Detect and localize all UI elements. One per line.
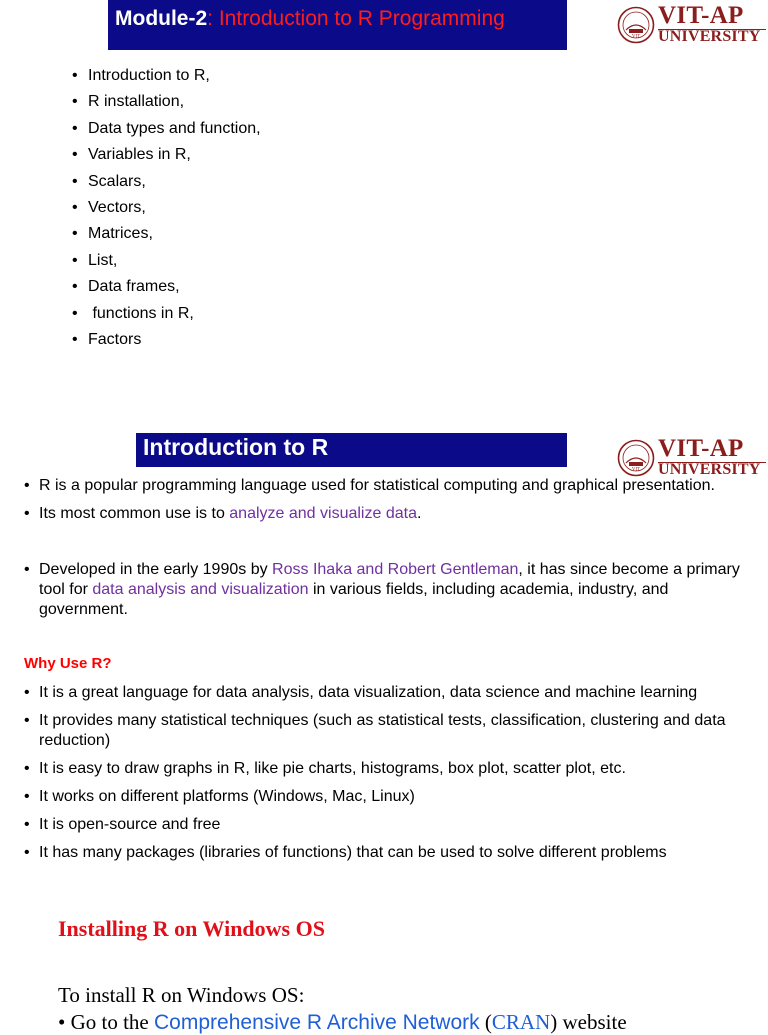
history-item	[24, 560, 754, 620]
highlight-link[interactable]: data analysis and visualization	[92, 581, 309, 598]
university-logo	[617, 4, 767, 46]
logo-line1: VIT-AP	[658, 435, 744, 462]
why-item: • It is open-source and free	[24, 815, 754, 835]
university-seal-icon	[617, 439, 655, 477]
module-title	[115, 7, 505, 31]
cran-link[interactable]: Comprehensive R Archive Network	[154, 1011, 480, 1034]
logo-line2: UNIVERSITY	[658, 28, 761, 45]
why-item: • It is a great language for data analysis, data visualization, data science and machine learning	[24, 683, 754, 703]
university-seal-icon	[617, 6, 655, 44]
why-item: • It provides many statistical techniques (such as statistical tests, classification, clustering and data reduction)	[24, 711, 754, 751]
topic-item: • Data types and function,	[72, 117, 261, 143]
module-title-separator: :	[207, 7, 219, 30]
seal-text: VIT	[631, 34, 641, 40]
intro-list	[24, 476, 754, 524]
topic-item: • Scalars,	[72, 170, 261, 196]
topic-list	[72, 64, 261, 354]
text-run: in various fields, including academia, industry, and government.	[39, 581, 669, 618]
highlight-link[interactable]: analyze and visualize data	[229, 505, 417, 522]
why-use-r-heading: Why Use R?	[24, 655, 112, 672]
history-list	[24, 560, 754, 620]
text-run: Its most common use is to	[39, 505, 230, 522]
topic-item: • List,	[72, 249, 261, 275]
seal-text: VIT	[631, 467, 641, 473]
module-title-text: Introduction to R Programming	[218, 7, 505, 30]
university-logo	[617, 437, 767, 479]
module-label: Module-2	[115, 7, 208, 30]
topic-item: • Factors	[72, 328, 261, 354]
text-run: (	[479, 1010, 492, 1034]
topic-item: • Variables in R,	[72, 143, 261, 169]
module-title-banner	[108, 0, 567, 50]
section-title: Introduction to R	[143, 434, 329, 460]
text-run: ) website	[550, 1010, 627, 1034]
text-run: Developed in the early 1990s by	[39, 561, 273, 578]
topic-item: • Introduction to R,	[72, 64, 261, 90]
install-intro: To install R on Windows OS:	[58, 983, 305, 1007]
intro-item	[24, 504, 754, 524]
intro-item: • R is a popular programming language used for statistical computing and graphical presentation.	[24, 476, 754, 496]
topic-item: • Vectors,	[72, 196, 261, 222]
text-run: .	[416, 505, 422, 522]
text-run: • Go to the	[58, 1010, 155, 1034]
install-heading: Installing R on Windows OS	[58, 916, 325, 941]
why-item: • It is easy to draw graphs in R, like pie charts, histograms, box plot, scatter plot, etc.	[24, 759, 754, 779]
install-step	[58, 1010, 627, 1035]
topic-item: • Matrices,	[72, 222, 261, 248]
topic-item: • Data frames,	[72, 275, 261, 301]
author-link[interactable]: Ross Ihaka and Robert Gentleman	[272, 561, 519, 578]
logo-line1: VIT-AP	[658, 2, 744, 29]
topic-item: • R installation,	[72, 90, 261, 116]
why-item: • It works on different platforms (Windows, Mac, Linux)	[24, 787, 754, 807]
text-run: , it has since become a primary tool for	[39, 561, 740, 598]
topic-item: • functions in R,	[72, 302, 261, 328]
cran-abbr-link[interactable]: CRAN	[491, 1010, 551, 1034]
why-list	[24, 683, 754, 863]
logo-line2: UNIVERSITY	[658, 461, 761, 478]
why-item: • It has many packages (libraries of functions) that can be used to solve different problems	[24, 843, 754, 863]
section-title-banner	[136, 433, 567, 467]
